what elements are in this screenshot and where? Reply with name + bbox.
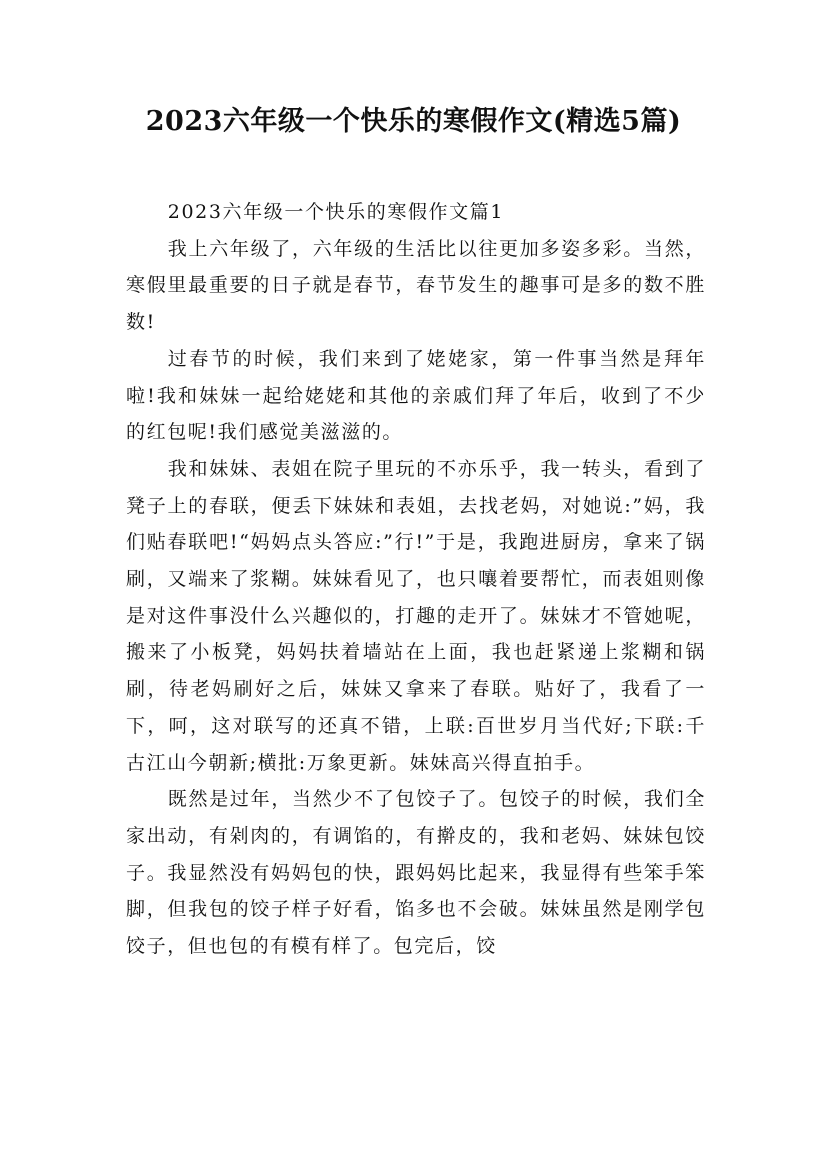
document-body (126, 194, 706, 965)
paragraph-4: 既然是过年，当然少不了包饺子了。包饺子的时候，我们全家出动，有剁肉的，有调馅的，有擀皮的，我和老妈、妹妹包饺子。我显然没有妈妈包的快，跟妈妈比起来，我显得有些笨手笨脚，但我包的饺子样子好看，馅多也不会破。妹妹虽然是刚学包饺子，但也包的有模有样了。包完后，饺 (126, 788, 706, 958)
paragraph-1: 我上六年级了，六年级的生活比以往更加多姿多彩。当然，寒假里最重要的日子就是春节，春节发生的趣事可是多的数不胜数! (126, 237, 706, 334)
paragraph-3: 我和妹妹、表姐在院子里玩的不亦乐乎，我一转头，看到了凳子上的春联，便丢下妹妹和表姐，去找老妈，对她说:”妈，我们贴春联吧!“妈妈点头答应:”行!”于是，我跑进厨房，拿来了锅刷，又端来了浆糊。妹妹看见了，也只嚷着要帮忙，而表姐则像是对这件事没什么兴趣似的，打趣的走开了。妹妹才不管她呢，搬来了小板凳，妈妈扶着墙站在上面，我也赶紧递上浆糊和锅刷，待老妈刷好之后，妹妹又拿来了春联。贴好了，我看了一下，呵，这对联写的还真不错，上联:百世岁月当代好;下联:千古江山今朝新;横批:万象更新。妹妹高兴得直拍手。 (126, 457, 706, 774)
document-title: 2023六年级一个快乐的寒假作文(精选5篇) (145, 106, 682, 137)
paragraph-2: 过春节的时候，我们来到了姥姥家，第一件事当然是拜年啦!我和妹妹一起给姥姥和其他的亲戚们拜了年后，收到了不少的红包呢!我们感觉美滋滋的。 (126, 347, 706, 444)
section-heading: 2023六年级一个快乐的寒假作文篇1 (167, 201, 505, 223)
